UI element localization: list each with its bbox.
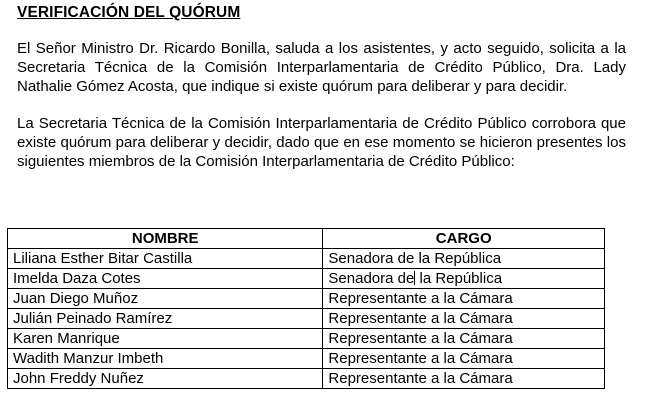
- header-nombre[interactable]: NOMBRE: [8, 229, 323, 249]
- table-row: [8, 289, 605, 309]
- cell-cargo[interactable]: Representante a la Cámara: [323, 369, 605, 389]
- cell-nombre[interactable]: Imelda Daza Cotes: [8, 269, 323, 289]
- cell-cargo[interactable]: Representante a la Cámara: [323, 309, 605, 329]
- cell-nombre[interactable]: Juan Diego Muñoz: [8, 289, 323, 309]
- table-row: [8, 329, 605, 349]
- cell-nombre[interactable]: Liliana Esther Bitar Castilla: [8, 249, 323, 269]
- members-table: [7, 228, 605, 389]
- cell-nombre[interactable]: Karen Manrique: [8, 329, 323, 349]
- table-row: [8, 309, 605, 329]
- cell-cargo[interactable]: Representante a la Cámara: [323, 329, 605, 349]
- cell-cargo[interactable]: [323, 269, 605, 289]
- document-page: [17, 4, 637, 171]
- cell-cargo[interactable]: Representante a la Cámara: [323, 289, 605, 309]
- cell-nombre[interactable]: Julián Peinado Ramírez: [8, 309, 323, 329]
- table-header-row: [8, 229, 605, 249]
- section-heading: VERIFICACIÓN DEL QUÓRUM: [17, 4, 241, 21]
- cargo-text-after-caret: la República: [415, 269, 503, 287]
- cargo-text-before-caret: Senadora de: [328, 269, 415, 287]
- table-row: [8, 369, 605, 389]
- cell-nombre[interactable]: John Freddy Nuñez: [8, 369, 323, 389]
- cell-cargo[interactable]: Senadora de la República: [323, 249, 605, 269]
- paragraph-quorum-confirmed[interactable]: La Secretaria Técnica de la Comisión Interparlamentaria de Crédito Público corrobora que existe quórum para deliberar y decidir, dado que en ese momento se hicieron presentes los siguientes miembros de la Comisión Interparlamentaria de Crédito Público:: [17, 115, 626, 170]
- table-row: [8, 249, 605, 269]
- cell-nombre[interactable]: Wadith Manzur Imbeth: [8, 349, 323, 369]
- table-row: [8, 349, 605, 369]
- table-row: [8, 269, 605, 289]
- header-cargo[interactable]: CARGO: [323, 229, 605, 249]
- paragraph-request-quorum[interactable]: El Señor Ministro Dr. Ricardo Bonilla, saluda a los asistentes, y acto seguido, solicita a la Secretaria Técnica de la Comisión Interparlamentaria de Crédito Público, Dra. Lady Nathalie Gómez Acosta, que indique si existe quórum para deliberar y para decidir.: [17, 40, 626, 95]
- cell-cargo[interactable]: Representante a la Cámara: [323, 349, 605, 369]
